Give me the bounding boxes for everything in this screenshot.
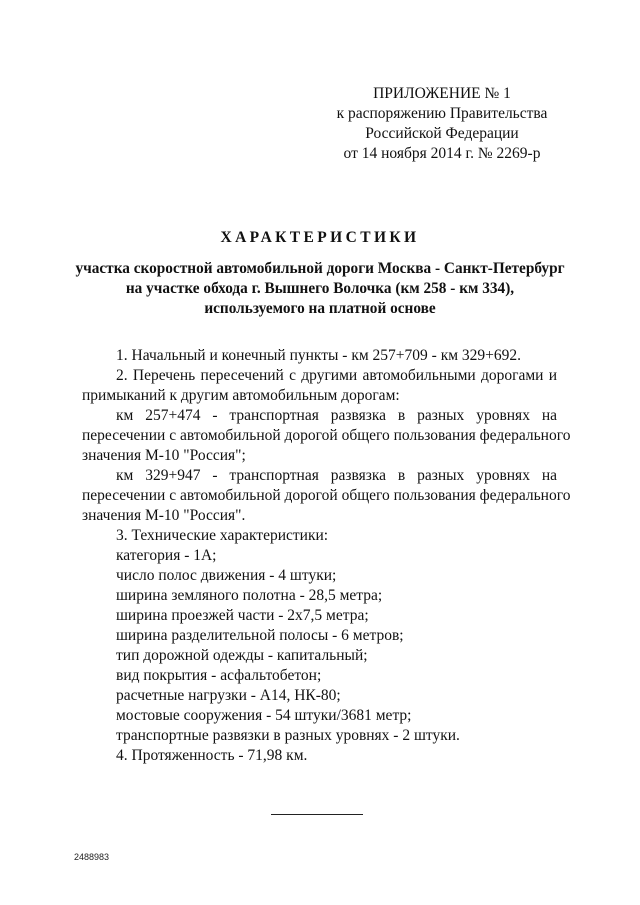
intersection-1-line-3: значения М-10 "Россия"; xyxy=(82,447,246,464)
subtitle-line-1: участка скоростной автомобильной дороги Москва - Санкт-Петербург xyxy=(75,260,565,277)
document-body xyxy=(82,346,571,766)
tech-item: расчетные нагрузки - А14, НК-80; xyxy=(116,687,341,704)
end-divider xyxy=(271,814,363,815)
intersection-2-line-2: пересечении с автомобильной дорогой общего пользования федерального xyxy=(82,487,571,504)
subtitle-line-3: используемого на платной основе xyxy=(204,300,436,317)
tech-item: ширина земляного полотна - 28,5 метра; xyxy=(116,587,383,604)
tech-item: ширина разделительной полосы - 6 метров; xyxy=(116,627,404,644)
intersection-1-line-2: пересечении с автомобильной дорогой общего пользования федерального xyxy=(82,427,571,444)
intersection-1-line-1: км 257+474 - транспортная развязка в разных уровнях на xyxy=(116,407,557,424)
tech-item: транспортные развязки в разных уровнях - 2 штуки. xyxy=(116,727,460,744)
intersection-2-line-3: значения М-10 "Россия". xyxy=(82,507,246,524)
document-subtitle xyxy=(70,259,570,319)
section-2-heading-line-1: 2. Перечень пересечений с другими автомобильными дорогами и xyxy=(116,367,557,384)
document-id: 2488983 xyxy=(74,852,110,862)
tech-item: категория - 1А; xyxy=(116,547,217,564)
document-title: ХАРАКТЕРИСТИКИ xyxy=(220,229,420,246)
intersection-2-line-1: км 329+947 - транспортная развязка в разных уровнях на xyxy=(116,467,557,484)
tech-item: тип дорожной одежды - капитальный; xyxy=(116,647,368,664)
appendix-block xyxy=(330,84,554,164)
section-1-text: 1. Начальный и конечный пункты - км 257+709 - км 329+692. xyxy=(116,347,522,364)
section-4-text: 4. Протяженность - 71,98 км. xyxy=(116,747,308,764)
appendix-line-1: к распоряжению Правительства xyxy=(336,105,548,122)
section-2-heading-line-2: примыканий к другим автомобильным дорогам: xyxy=(82,387,400,404)
tech-item: вид покрытия - асфальтобетон; xyxy=(116,667,322,684)
tech-item: ширина проезжей части - 2х7,5 метра; xyxy=(116,607,369,624)
tech-item: число полос движения - 4 штуки; xyxy=(116,567,337,584)
appendix-line-3: от 14 ноября 2014 г. № 2269-р xyxy=(343,145,541,162)
appendix-line-2: Российской Федерации xyxy=(365,125,519,142)
section-3-heading: 3. Технические характеристики: xyxy=(116,527,329,544)
appendix-heading: ПРИЛОЖЕНИЕ № 1 xyxy=(373,85,511,102)
subtitle-line-2: на участке обхода г. Вышнего Волочка (км 258 - км 334), xyxy=(125,280,515,297)
tech-item: мостовые сооружения - 54 штуки/3681 метр; xyxy=(116,707,412,724)
